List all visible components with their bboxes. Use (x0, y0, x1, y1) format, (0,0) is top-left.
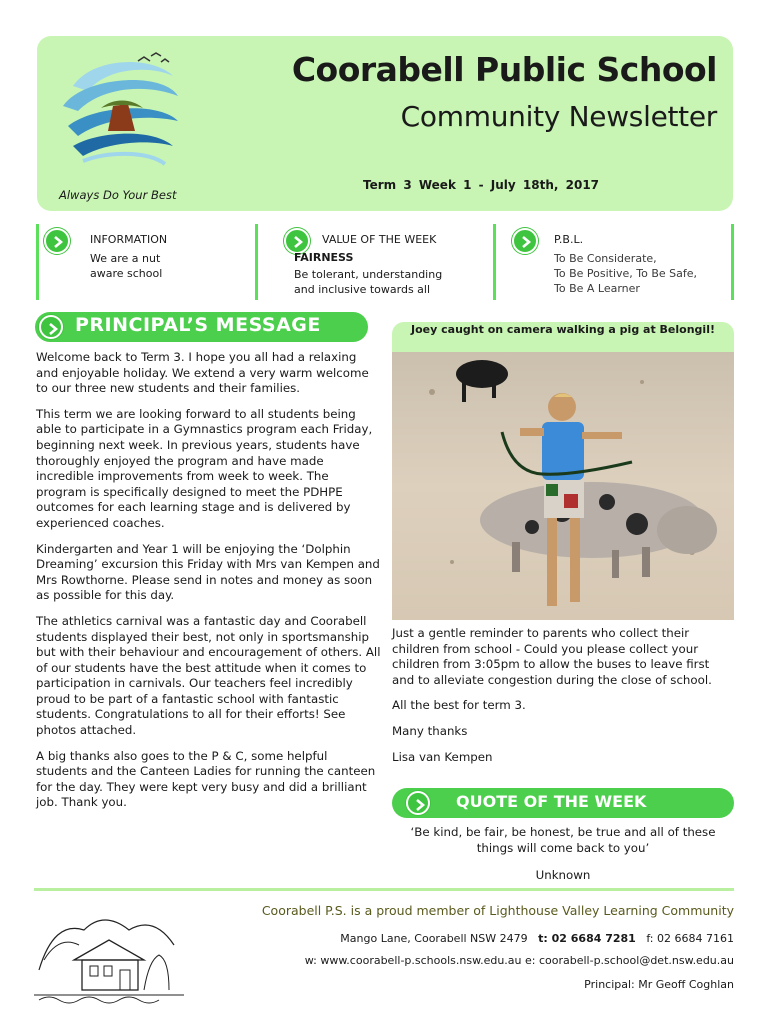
newsletter-title: Community Newsletter (400, 100, 717, 133)
info-line: To Be A Learner (554, 282, 640, 295)
quote-banner (392, 788, 734, 818)
info-box-value-of-week (268, 224, 496, 300)
value-word: FAIRNESS (294, 251, 354, 264)
info-line: aware school (90, 267, 163, 280)
principal-message-body (36, 350, 381, 821)
info-heading: INFORMATION (90, 233, 168, 246)
info-line: To Be Positive, To Be Safe, (554, 267, 698, 280)
paragraph: Many thanks (392, 723, 468, 738)
signature: Lisa van Kempen (392, 749, 493, 764)
info-box-divider (255, 224, 258, 300)
address: Mango Lane, Coorabell NSW 2479 (340, 932, 528, 945)
phone: t: 02 6684 7281 (538, 932, 636, 945)
reminder-text (392, 626, 734, 775)
chevron-right-icon (512, 228, 538, 254)
chevron-right-icon (44, 228, 70, 254)
paragraph: Kindergarten and Year 1 will be enjoying the ‘Dolphin Dreaming’ excursion this Friday with Mrs van Kempen and Mrs Rowthorne. Please send in notes and money as soon as possible for this day. (36, 541, 380, 603)
school-logo (53, 46, 183, 176)
quote-author: Unknown (535, 868, 591, 882)
school-name: Coorabell Public School (291, 50, 717, 89)
info-box-information (36, 224, 258, 300)
paragraph: Welcome back to Term 3. I hope you all had a relaxing and enjoyable holiday. We extend a very warm welcome to our three new students and their families. (36, 350, 369, 396)
fax: f: 02 6684 7161 (646, 932, 734, 945)
chevron-right-icon (39, 315, 63, 339)
paragraph: This term we are looking forward to all students being able to participate in a Gymnastics program each Friday, beginning next week. In previous years, students have thoroughly enjoyed the program and have made incredible improvements from week to week. The program is specifically designed to meet the PDHPE outcomes for each learning stage and is delivered by experienced coaches. (36, 406, 373, 530)
paragraph: The athletics carnival was a fantastic day and Coorabell students displayed their best, not only in sportsmanship but with their behaviour and encouragement of others. All of our students have the best attitude when it comes to participation in carnivals. Our teachers feel incredibly proud to be part of a fantastic school with fantastic students. Congratulations to all for their efforts! See photos attached. (36, 613, 381, 738)
info-line: We are a nut (90, 252, 161, 265)
info-line: and inclusive towards all (294, 283, 431, 296)
info-body (294, 250, 442, 297)
member-statement: Coorabell P.S. is a proud member of Lighthouse Valley Learning Community (261, 903, 734, 918)
term-date: Term 3 Week 1 - July 18th, 2017 (363, 178, 600, 192)
paragraph: Just a gentle reminder to parents who collect their children from school - Could you please collect your children from 3:05pm to allow the buses to leave first and to alleviate congestion during the close of school. (392, 626, 712, 687)
newsletter-header (37, 36, 733, 211)
info-box-divider (493, 224, 496, 300)
info-line: Be tolerant, understanding (294, 268, 443, 281)
paragraph: A big thanks also goes to the P & C, some helpful students and the Canteen Ladies for running the canteen for the day. They were kept very busy and did a brilliant job. Thank you. (36, 748, 376, 810)
quote-text: ‘Be kind, be fair, be honest, be true and all of these things will come back to you’ (410, 825, 716, 855)
info-heading: P.B.L. (554, 233, 584, 246)
chevron-right-icon (406, 791, 430, 815)
photo-caption: Joey caught on camera walking a pig at Belongil! (411, 323, 715, 336)
footer-divider (34, 888, 734, 891)
info-heading: VALUE OF THE WEEK (322, 233, 437, 246)
info-body (90, 251, 162, 281)
contact-address (340, 932, 734, 945)
info-box-divider (36, 224, 39, 300)
principal-name: Principal: Mr Geoff Coghlan (584, 978, 734, 991)
contact-web-email: w: www.coorabell-p.schools.nsw.edu.au e: coorabell-p.school@det.nsw.edu.au (304, 954, 734, 967)
beach-pig-photo (392, 352, 734, 620)
school-building-sketch (34, 900, 184, 1010)
info-box-pbl (500, 224, 734, 300)
principal-message-title: PRINCIPAL’S MESSAGE (75, 314, 321, 336)
info-body (554, 251, 697, 296)
info-box-divider (731, 224, 734, 300)
paragraph: All the best for term 3. (392, 698, 526, 713)
school-motto: Always Do Your Best (59, 188, 177, 202)
photo-caption-box (392, 322, 734, 352)
info-line: To Be Considerate, (554, 252, 657, 265)
quote-title: QUOTE OF THE WEEK (456, 792, 647, 811)
principal-message-banner (35, 312, 368, 342)
